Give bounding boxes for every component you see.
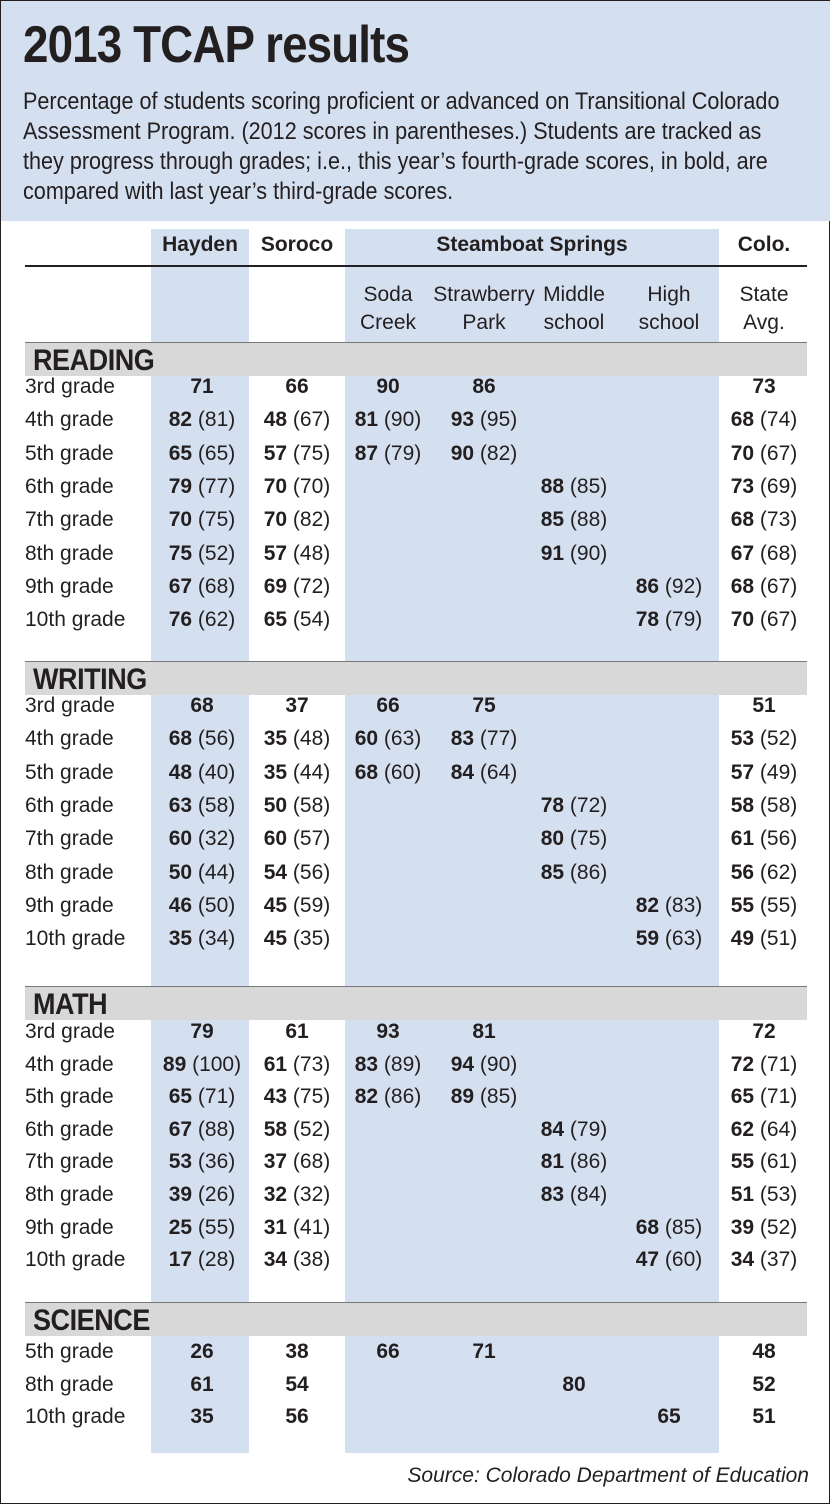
score-cell-soda: 66 (376, 1340, 400, 1363)
row-label: 9th grade (25, 574, 114, 598)
score-cell-hayden: 76 (62) (168, 608, 236, 632)
row-label: 10th grade (25, 608, 126, 632)
score-cell-straw: 84 (64) (450, 760, 518, 784)
score-cell-high: 65 (657, 1405, 681, 1428)
score-cell-state: 65 (71) (730, 1085, 798, 1109)
section-writing (25, 661, 807, 695)
score-cell-middle: 80 (75) (540, 827, 608, 851)
row-label: 6th grade (25, 474, 114, 498)
score-cell-soroco: 37 (285, 694, 309, 717)
score-cell-hayden: 61 (190, 1372, 214, 1396)
score-cell-soda: 60 (63) (354, 727, 422, 751)
column-subheader-high: High school (638, 283, 700, 334)
score-cell-middle: 88 (85) (540, 474, 608, 498)
score-cell-state: 55 (55) (730, 893, 798, 917)
header-rule (25, 265, 807, 267)
score-cell-soroco: 57 (48) (263, 541, 331, 565)
score-cell-soda: 82 (86) (354, 1085, 422, 1109)
score-cell-middle: 83 (84) (540, 1183, 608, 1206)
score-cell-soroco: 50 (58) (263, 793, 331, 817)
score-cell-hayden: 70 (75) (168, 508, 236, 532)
score-cell-state: 53 (52) (730, 727, 798, 751)
score-cell-soroco: 48 (67) (263, 408, 331, 432)
score-cell-state: 61 (56) (730, 827, 798, 851)
row-label: 8th grade (25, 1183, 114, 1206)
score-cell-hayden: 63 (58) (168, 793, 236, 817)
score-cell-state: 73 (752, 375, 776, 398)
page-subtitle: Percentage of students scoring proficient or advanced on Transitional Colorado Assessment Program. (2012 scores in parentheses.) Students are tracked as they progress through grades; i.e., this year’s fourth-grade scores, in bold, are compared with last year’s third-grade scores. (23, 88, 780, 205)
score-cell-state: 68 (74) (730, 408, 798, 432)
score-cell-hayden: 35 (34) (168, 927, 236, 951)
score-cell-soda: 87 (79) (354, 441, 422, 465)
score-cell-high: 59 (63) (635, 927, 703, 951)
score-cell-high: 82 (83) (635, 893, 703, 917)
score-cell-state: 55 (61) (730, 1150, 798, 1174)
score-cell-state: 58 (58) (730, 793, 798, 817)
row-label: 3rd grade (25, 375, 115, 398)
score-cell-soroco: 58 (52) (263, 1117, 331, 1141)
score-cell-straw: 75 (472, 694, 496, 717)
score-cell-high: 78 (79) (635, 608, 703, 632)
score-cell-hayden: 48 (40) (168, 760, 236, 784)
score-cell-soroco: 32 (32) (263, 1183, 331, 1206)
row-label: 8th grade (25, 860, 114, 884)
score-cell-straw: 89 (85) (450, 1085, 518, 1109)
row-label: 7th grade (25, 508, 114, 532)
section-title: SCIENCE (33, 1304, 150, 1337)
score-cell-straw: 94 (90) (450, 1052, 518, 1076)
score-cell-middle: 78 (72) (540, 793, 608, 817)
column-subheader-soda: Soda Creek (359, 283, 417, 334)
score-cell-soroco: 54 (56) (263, 860, 331, 884)
score-cell-soroco: 37 (68) (263, 1150, 331, 1174)
score-cell-high: 47 (60) (635, 1248, 703, 1272)
row-label: 10th grade (25, 1405, 126, 1428)
group-header-steamboat: Steamboat Springs (436, 233, 628, 256)
score-cell-state: 68 (73) (730, 508, 798, 532)
score-cell-state: 39 (52) (730, 1215, 798, 1239)
score-cell-state: 70 (67) (730, 608, 798, 632)
score-cell-state: 34 (37) (730, 1248, 798, 1272)
score-cell-state: 51 (752, 694, 776, 717)
score-cell-soda: 81 (90) (354, 408, 422, 432)
section-math (25, 986, 807, 1020)
row-label: 9th grade (25, 893, 114, 917)
score-cell-hayden: 35 (190, 1405, 214, 1428)
group-header-soroco: Soroco (260, 233, 334, 256)
column-subheader-straw: Strawberry Park (433, 283, 535, 334)
score-cell-hayden: 26 (190, 1340, 214, 1363)
row-label: 7th grade (25, 827, 114, 851)
score-cell-hayden: 53 (36) (168, 1150, 236, 1174)
score-cell-state: 70 (67) (730, 441, 798, 465)
score-cell-soroco: 45 (35) (263, 927, 331, 951)
score-cell-soroco: 60 (57) (263, 827, 331, 851)
score-cell-state: 72 (752, 1020, 776, 1043)
score-cell-soroco: 61 (73) (263, 1052, 331, 1076)
score-cell-state: 72 (71) (730, 1052, 798, 1076)
row-label: 3rd grade (25, 694, 115, 717)
score-cell-soroco: 35 (44) (263, 760, 331, 784)
row-label: 6th grade (25, 1117, 114, 1141)
score-cell-hayden: 68 (190, 694, 214, 717)
score-cell-hayden: 89 (100) (162, 1052, 242, 1076)
score-cell-state: 51 (752, 1405, 776, 1428)
column-subheader-middle: Middle school (543, 283, 605, 334)
score-cell-soroco: 43 (75) (263, 1085, 331, 1109)
row-label: 6th grade (25, 793, 114, 817)
score-cell-hayden: 67 (68) (168, 574, 236, 598)
score-cell-middle: 84 (79) (540, 1117, 608, 1141)
row-label: 5th grade (25, 760, 114, 784)
section-title: READING (33, 344, 155, 377)
score-cell-soda: 83 (89) (354, 1052, 422, 1076)
row-label: 4th grade (25, 1052, 114, 1076)
source-note: Source: Colorado Department of Education (407, 1464, 809, 1487)
score-cell-soroco: 57 (75) (263, 441, 331, 465)
row-label: 7th grade (25, 1150, 114, 1174)
section-reading (25, 342, 807, 376)
score-cell-state: 48 (752, 1340, 776, 1363)
row-label: 8th grade (25, 541, 114, 565)
score-cell-hayden: 25 (55) (168, 1215, 236, 1239)
score-cell-soroco: 54 (285, 1372, 309, 1396)
score-cell-hayden: 71 (190, 375, 214, 398)
header-panel (1, 1, 830, 221)
column-subheader-state: State Avg. (739, 283, 789, 334)
score-cell-hayden: 46 (50) (168, 893, 236, 917)
score-cell-hayden: 67 (88) (168, 1117, 236, 1141)
score-cell-hayden: 79 (190, 1020, 214, 1043)
score-cell-high: 68 (85) (635, 1215, 703, 1239)
page-title: 2013 TCAP results (23, 16, 410, 74)
row-label: 4th grade (25, 727, 114, 751)
row-label: 5th grade (25, 441, 114, 465)
score-cell-high: 86 (92) (635, 574, 703, 598)
score-cell-soroco: 66 (285, 375, 309, 398)
row-label: 5th grade (25, 1340, 114, 1363)
score-cell-soroco: 34 (38) (263, 1248, 331, 1272)
score-cell-state: 56 (62) (730, 860, 798, 884)
score-cell-straw: 86 (472, 375, 496, 398)
score-cell-state: 49 (51) (730, 927, 798, 951)
row-label: 5th grade (25, 1085, 114, 1109)
score-cell-soda: 93 (376, 1020, 400, 1043)
score-cell-straw: 90 (82) (450, 441, 518, 465)
score-cell-state: 62 (64) (730, 1117, 798, 1141)
score-cell-soda: 66 (376, 694, 400, 717)
score-cell-soda: 90 (376, 375, 400, 398)
row-label: 3rd grade (25, 1020, 115, 1043)
score-cell-soroco: 61 (285, 1020, 309, 1043)
score-cell-soroco: 56 (285, 1405, 309, 1428)
score-cell-middle: 85 (86) (540, 860, 608, 884)
score-cell-state: 51 (53) (730, 1183, 798, 1206)
section-title: WRITING (33, 663, 147, 696)
score-cell-straw: 81 (472, 1020, 496, 1043)
score-cell-soroco: 31 (41) (263, 1215, 331, 1239)
score-cell-soroco: 45 (59) (263, 893, 331, 917)
score-cell-middle: 91 (90) (540, 541, 608, 565)
score-cell-hayden: 39 (26) (168, 1183, 236, 1206)
score-cell-middle: 85 (88) (540, 508, 608, 532)
group-header-hayden: Hayden (162, 233, 238, 256)
row-label: 10th grade (25, 1248, 126, 1272)
score-cell-straw: 71 (472, 1340, 496, 1363)
score-cell-hayden: 65 (71) (168, 1085, 236, 1109)
score-cell-state: 52 (752, 1372, 776, 1396)
score-cell-soroco: 65 (54) (263, 608, 331, 632)
score-cell-hayden: 82 (81) (168, 408, 236, 432)
row-label: 4th grade (25, 408, 114, 432)
score-cell-hayden: 79 (77) (168, 474, 236, 498)
score-cell-state: 67 (68) (730, 541, 798, 565)
score-cell-state: 68 (67) (730, 574, 798, 598)
score-cell-hayden: 17 (28) (168, 1248, 236, 1272)
score-cell-soroco: 70 (82) (263, 508, 331, 532)
score-cell-soroco: 70 (70) (263, 474, 331, 498)
score-cell-straw: 83 (77) (450, 727, 518, 751)
score-cell-hayden: 60 (32) (168, 827, 236, 851)
row-label: 10th grade (25, 927, 126, 951)
score-cell-state: 57 (49) (730, 760, 798, 784)
score-cell-hayden: 65 (65) (168, 441, 236, 465)
score-cell-hayden: 68 (56) (168, 727, 236, 751)
row-label: 8th grade (25, 1372, 114, 1396)
score-cell-state: 73 (69) (730, 474, 798, 498)
score-cell-soroco: 35 (48) (263, 727, 331, 751)
score-cell-straw: 93 (95) (450, 408, 518, 432)
score-cell-soroco: 69 (72) (263, 574, 331, 598)
score-cell-hayden: 75 (52) (168, 541, 236, 565)
row-label: 9th grade (25, 1215, 114, 1239)
score-cell-soda: 68 (60) (354, 760, 422, 784)
group-header-colorado: Colo. (737, 233, 791, 256)
section-science (25, 1302, 807, 1336)
score-cell-middle: 81 (86) (540, 1150, 608, 1174)
score-cell-hayden: 50 (44) (168, 860, 236, 884)
score-cell-middle: 80 (562, 1372, 586, 1396)
score-cell-soroco: 38 (285, 1340, 309, 1363)
section-title: MATH (33, 988, 108, 1021)
